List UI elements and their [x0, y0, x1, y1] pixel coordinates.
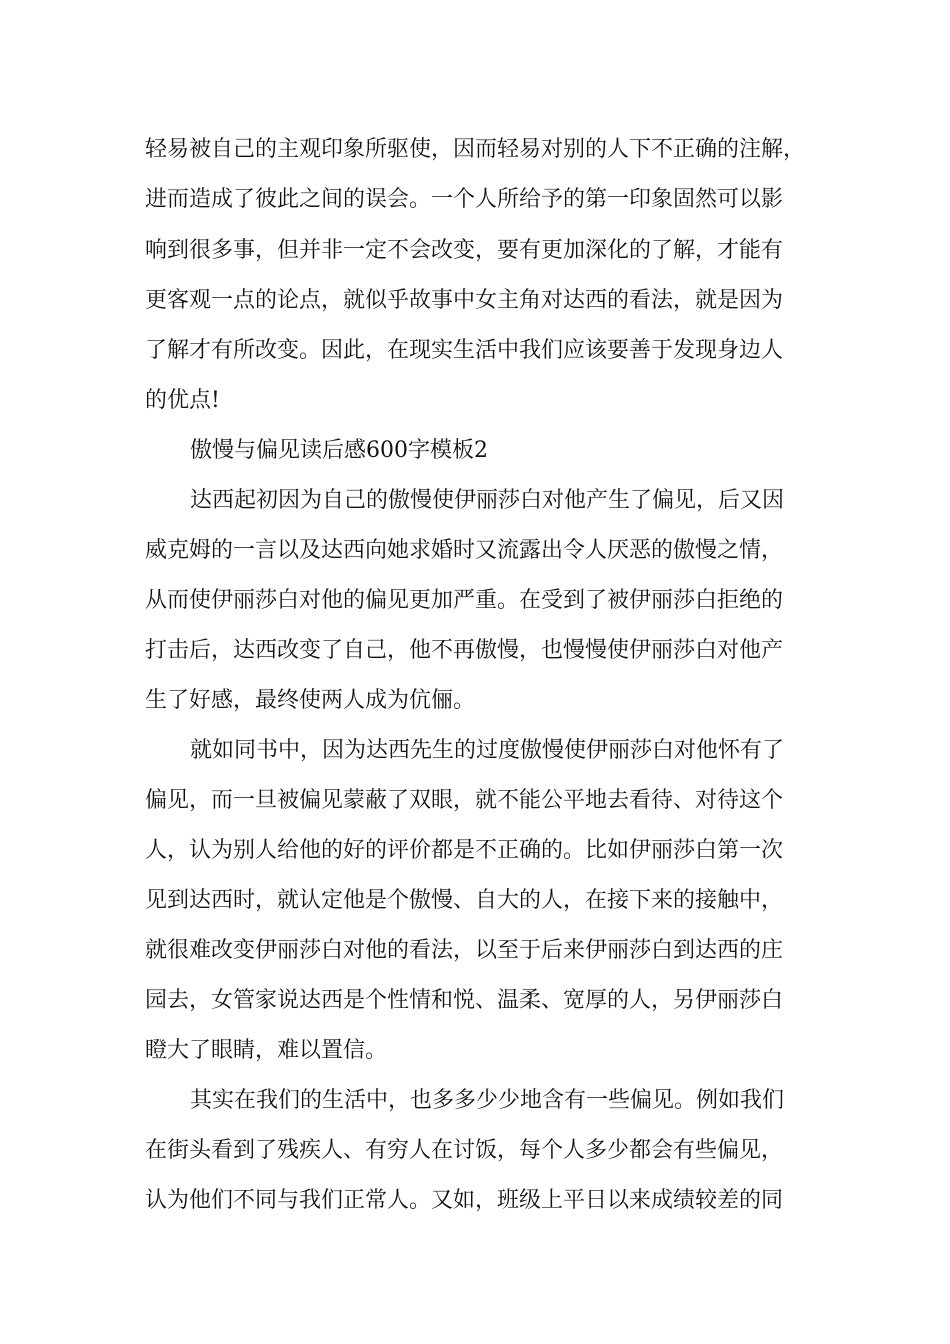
- text-line: 人，认为别人给他的好的评价都是不正确的。比如伊丽莎白第一次: [145, 838, 784, 863]
- text-line: 偏见，而一旦被偏见蒙蔽了双眼，就不能公平地去看待、对待这个: [145, 788, 784, 813]
- text-line: 见到达西时，就认定他是个傲慢、自大的人，在接下来的接触中，: [145, 888, 784, 913]
- text-line: 园去，女管家说达西是个性情和悦、温柔、宽厚的人，另伊丽莎白: [145, 988, 784, 1013]
- text-line: 达西起初因为自己的傲慢使伊丽莎白对他产生了偏见，后又因: [190, 488, 785, 513]
- section-heading: 傲慢与偏见读后感600字模板2: [190, 438, 488, 463]
- text-line: 的优点!: [145, 388, 220, 413]
- text-line: 轻易被自己的主观印象所驱使，因而轻易对别的人下不正确的注解，: [145, 137, 806, 162]
- text-line: 就如同书中，因为达西先生的过度傲慢使伊丽莎白对他怀有了: [190, 738, 785, 763]
- text-line: 其实在我们的生活中，也多多少少地含有一些偏见。例如我们: [190, 1088, 785, 1113]
- text-line: 就很难改变伊丽莎白对他的看法，以至于后来伊丽莎白到达西的庄: [145, 938, 784, 963]
- text-line: 认为他们不同与我们正常人。又如，班级上平日以来成绩较差的同: [145, 1188, 784, 1213]
- text-line: 生了好感，最终使两人成为伉俪。: [145, 688, 476, 713]
- text-line: 更客观一点的论点，就似乎故事中女主角对达西的看法，就是因为: [145, 288, 784, 313]
- text-line: 威克姆的一言以及达西向她求婚时又流露出令人厌恶的傲慢之情，: [145, 538, 784, 563]
- text-line: 响到很多事，但并非一定不会改变，要有更加深化的了解，才能有: [145, 238, 784, 263]
- text-line: 瞪大了眼睛，难以置信。: [145, 1038, 388, 1063]
- text-line: 从而使伊丽莎白对他的偏见更加严重。在受到了被伊丽莎白拒绝的: [145, 588, 784, 613]
- text-line: 在街头看到了残疾人、有穷人在讨饭，每个人多少都会有些偏见，: [145, 1138, 784, 1163]
- text-line: 进而造成了彼此之间的误会。一个人所给予的第一印象固然可以影: [145, 187, 784, 212]
- text-line: 打击后，达西改变了自己，他不再傲慢，也慢慢使伊丽莎白对他产: [145, 638, 784, 663]
- text-line: 了解才有所改变。因此，在现实生活中我们应该要善于发现身边人: [145, 338, 784, 363]
